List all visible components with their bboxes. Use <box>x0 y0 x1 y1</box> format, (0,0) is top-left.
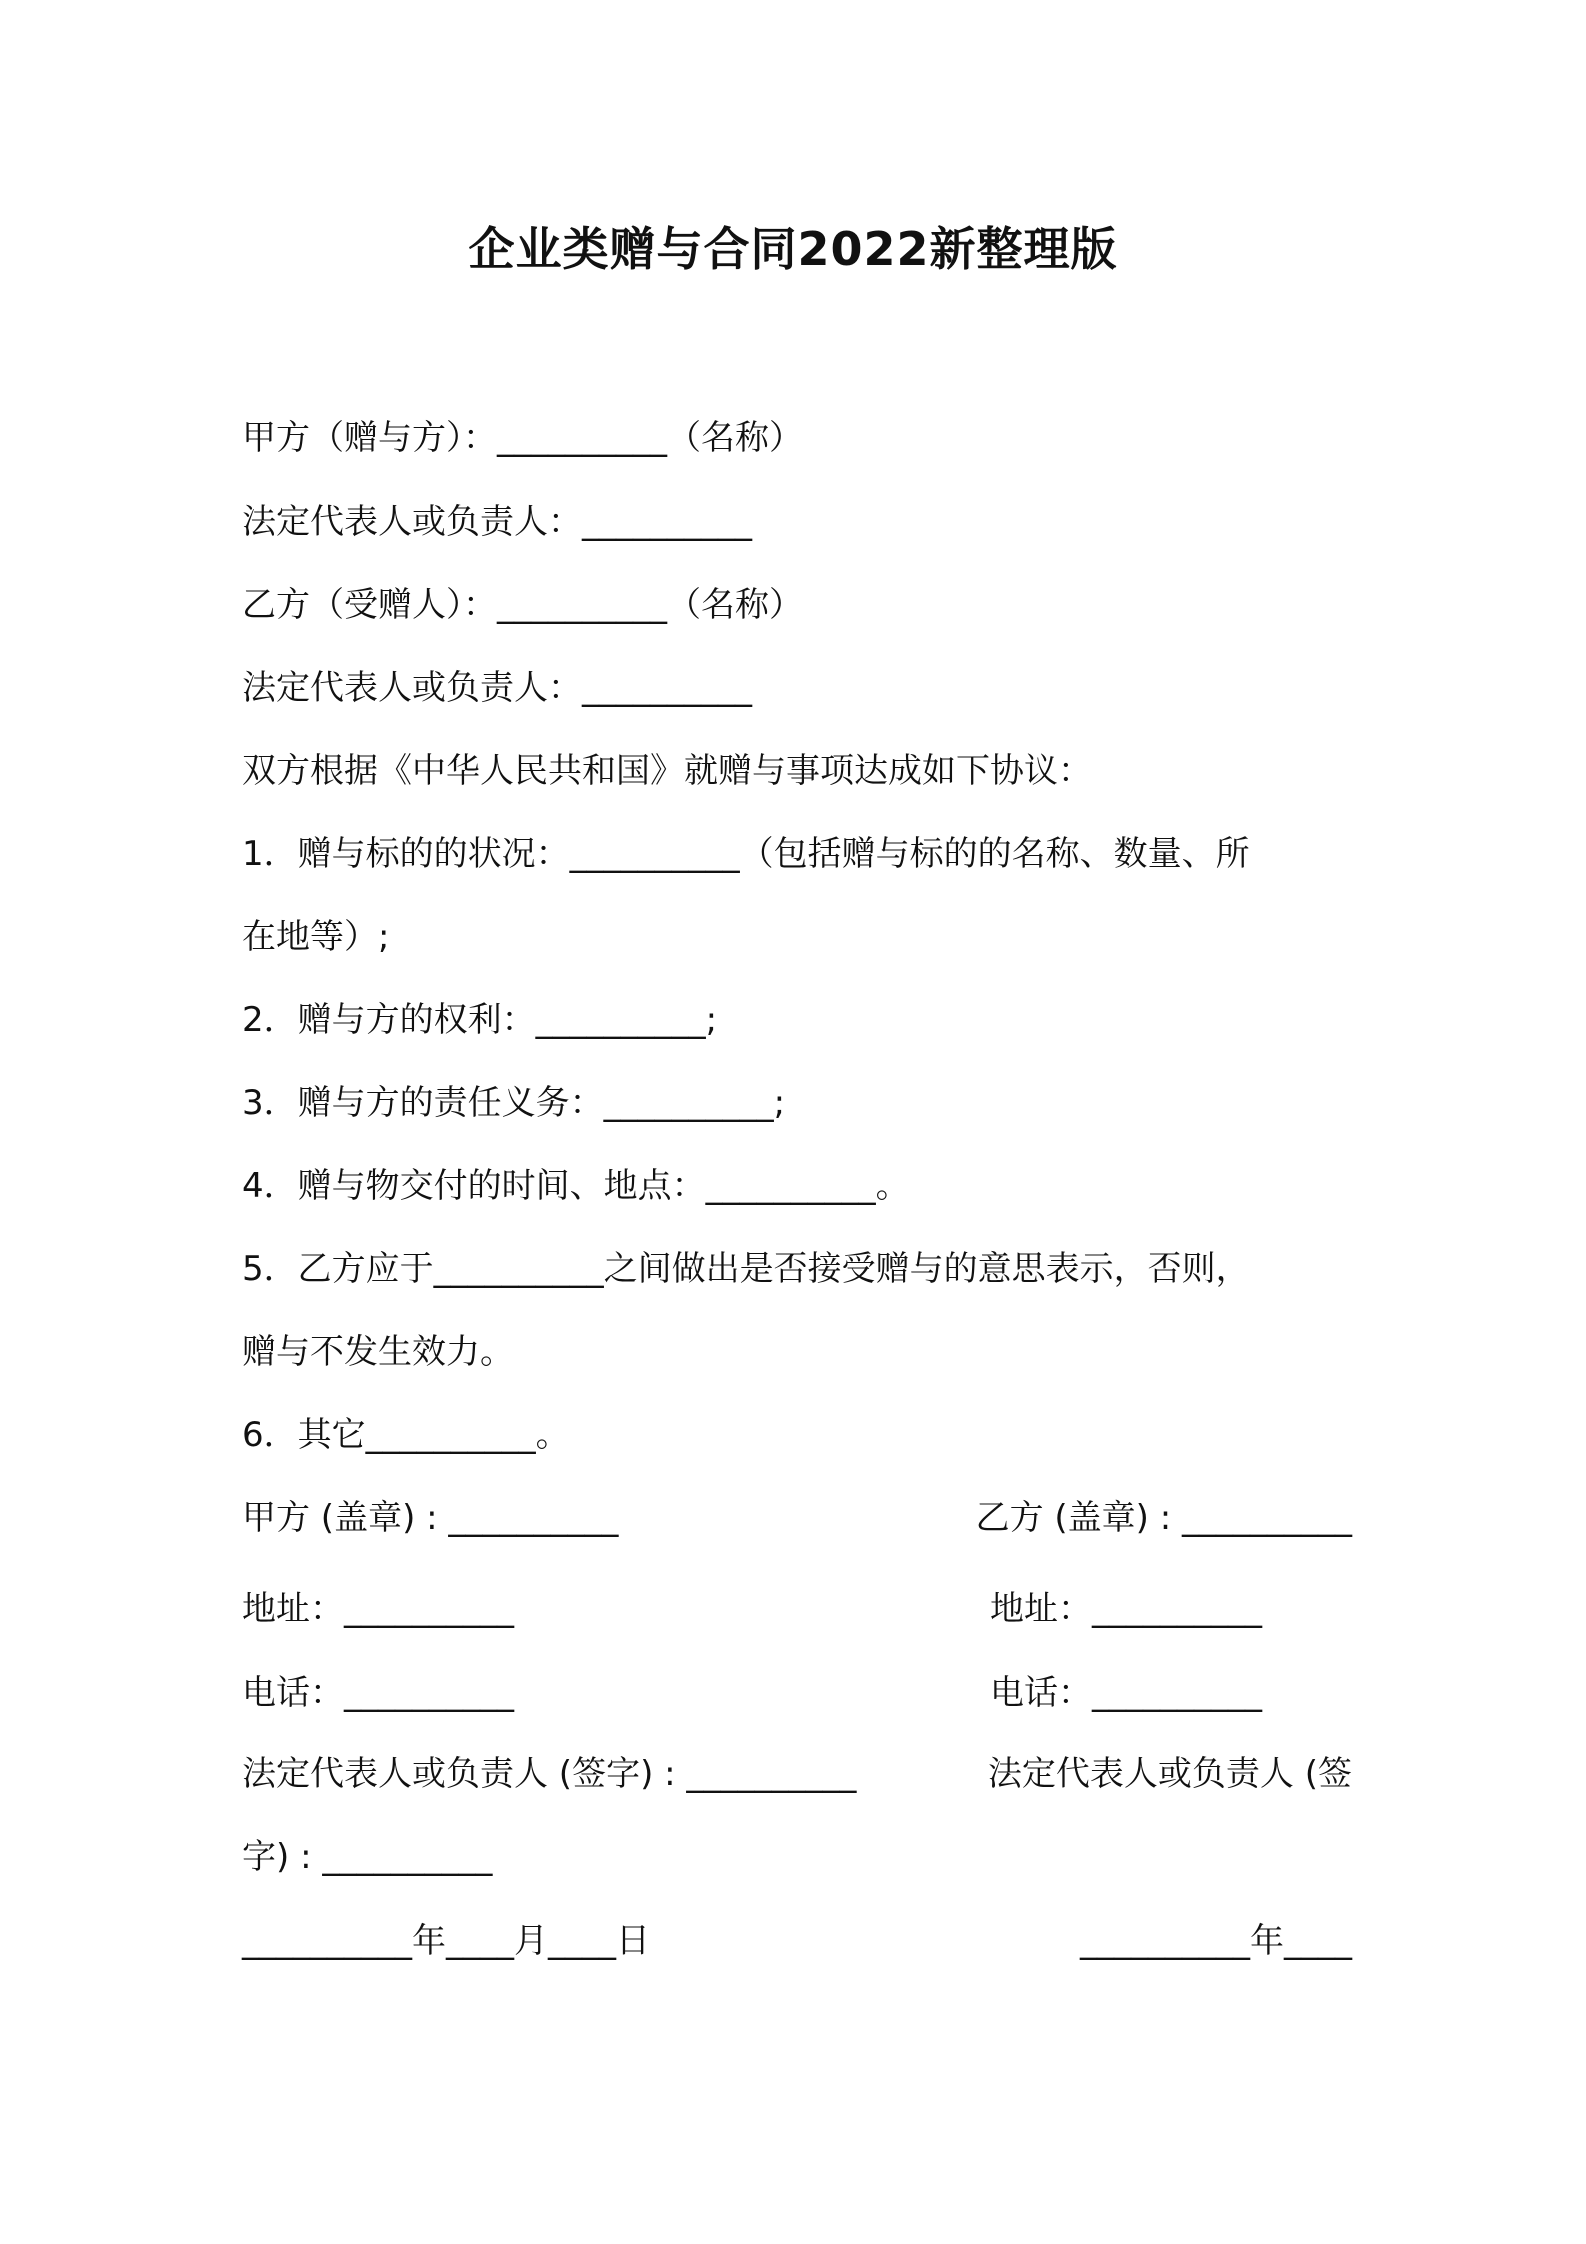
party-b-representative-signature-continued: 字) : __________ <box>242 1837 493 1877</box>
clause-1-line: 1．赠与标的的状况：__________（包括赠与标的的名称、数量、所 <box>242 834 1250 874</box>
agreement-intro-line: 双方根据《中华人民共和国》就赠与事项达成如下协议： <box>242 751 1092 791</box>
party-b-representative-line: 法定代表人或负责人：__________ <box>242 668 752 708</box>
party-a-line: 甲方（赠与方）：__________（名称） <box>242 418 803 458</box>
clause-1-continued-line: 在地等）; <box>242 917 390 957</box>
clause-5-line: 5．乙方应于__________之间做出是否接受赠与的意思表示，否则， <box>242 1249 1250 1289</box>
party-b-date-field: __________年____ <box>1080 1921 1352 1961</box>
party-a-date-field: __________年____月____日 <box>242 1921 650 1961</box>
party-b-line: 乙方（受赠人）：__________（名称） <box>242 585 803 625</box>
party-b-representative-signature: 法定代表人或负责人 (签 <box>987 1754 1352 1794</box>
party-b-seal-field: 乙方 (盖章) : __________ <box>975 1498 1352 1538</box>
party-a-address-field: 地址：__________ <box>242 1589 514 1629</box>
clause-4-line: 4．赠与物交付的时间、地点：__________。 <box>242 1166 910 1206</box>
document-title: 企业类赠与合同2022新整理版 <box>468 222 1118 276</box>
clause-3-line: 3．赠与方的责任义务：__________; <box>242 1083 786 1123</box>
party-b-phone-field: 电话：__________ <box>990 1673 1262 1713</box>
party-b-address-field: 地址：__________ <box>990 1589 1262 1629</box>
clause-5-continued-line: 赠与不发生效力。 <box>242 1332 514 1372</box>
party-a-representative-signature: 法定代表人或负责人 (签字) : __________ <box>242 1754 857 1794</box>
clause-6-line: 6．其它__________。 <box>242 1415 570 1455</box>
clause-2-line: 2．赠与方的权利：__________; <box>242 1000 718 1040</box>
party-a-phone-field: 电话：__________ <box>242 1673 514 1713</box>
party-a-representative-line: 法定代表人或负责人：__________ <box>242 502 752 542</box>
party-a-seal-field: 甲方 (盖章) : __________ <box>242 1498 619 1538</box>
